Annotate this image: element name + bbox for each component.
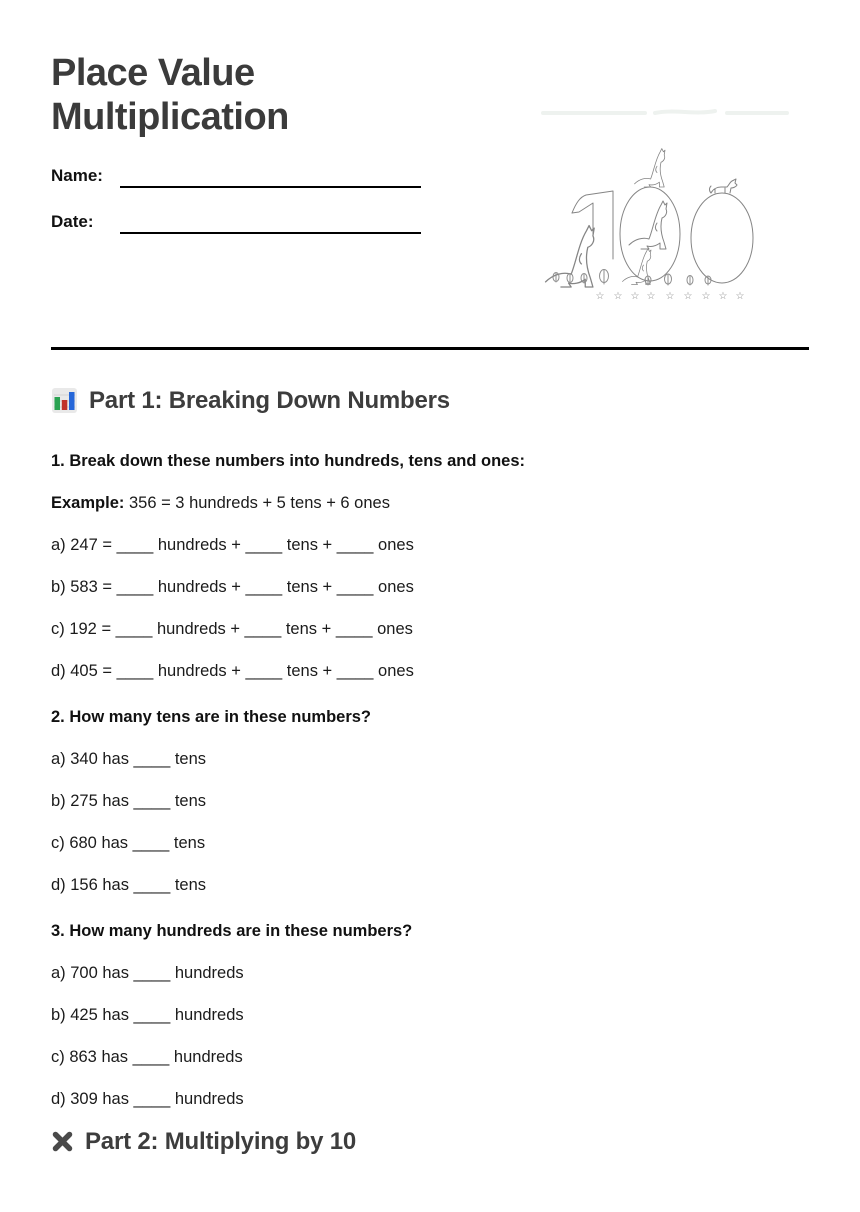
kangaroo-top-icon [635, 149, 665, 187]
faint-scribble [543, 111, 787, 113]
exercise-line: c) 863 has ____ hundreds [51, 1048, 243, 1066]
name-label: Name: [51, 166, 103, 185]
name-field-row [51, 166, 421, 188]
date-label: Date: [51, 212, 94, 231]
numeral-0-first [620, 187, 680, 281]
example-label: Example: [51, 494, 125, 512]
exercise-line: c) 192 = ____ hundreds + ____ tens + ____ ones [51, 620, 413, 638]
part1-heading [51, 386, 809, 415]
q1-prompt: 1. Break down these numbers into hundreds, tens and ones: [51, 452, 525, 470]
exercise-line: d) 156 has ____ tens [51, 876, 207, 894]
multiply-icon [51, 1130, 74, 1153]
page-title: Place Value Multiplication [51, 52, 289, 138]
svg-text:☆: ☆ [735, 291, 745, 302]
exercise-line: b) 275 has ____ tens [51, 792, 207, 810]
exercise-line: d) 309 has ____ hundreds [51, 1090, 244, 1108]
kangaroos-100-doodle-icon [535, 101, 815, 311]
svg-text:☆: ☆ [630, 291, 640, 302]
svg-text:☆: ☆ [646, 291, 656, 302]
svg-text:☆: ☆ [718, 291, 728, 302]
svg-text:☆: ☆ [665, 291, 675, 302]
joey-icon [710, 179, 738, 193]
exercise-line: b) 425 has ____ hundreds [51, 1006, 244, 1024]
svg-text:☆: ☆ [595, 291, 605, 302]
q1-example [51, 494, 809, 513]
date-field-row [51, 212, 421, 234]
exercise-line: c) 680 has ____ tens [51, 834, 206, 852]
section-divider [51, 347, 809, 350]
example-text: 356 = 3 hundreds + 5 tens + 6 ones [128, 494, 390, 512]
svg-text:☆: ☆ [683, 291, 693, 302]
exercise-line: a) 700 has ____ hundreds [51, 964, 244, 982]
q2-prompt: 2. How many tens are in these numbers? [51, 708, 372, 726]
bar-chart-icon [51, 387, 78, 414]
part2-heading [51, 1127, 809, 1156]
name-line [120, 166, 421, 188]
exercise-line: b) 583 = ____ hundreds + ____ tens + ____ ones [51, 578, 414, 596]
date-line [120, 212, 421, 234]
svg-text:☆: ☆ [613, 291, 623, 302]
kangaroo-middle-icon [629, 201, 667, 249]
part2-heading-label: Part 2: Multiplying by 10 [85, 1128, 357, 1155]
worksheet-page [0, 51, 860, 1156]
exercise-line: a) 340 has ____ tens [51, 750, 207, 768]
kangaroo-small-icon [623, 249, 652, 285]
svg-text:☆: ☆ [701, 291, 711, 302]
q3-prompt: 3. How many hundreds are in these numbers? [51, 922, 413, 940]
exercise-line: d) 405 = ____ hundreds + ____ tens + ____ ones [51, 662, 414, 680]
part1-heading-label: Part 1: Breaking Down Numbers [89, 387, 450, 414]
numeral-0-second [691, 193, 753, 283]
stars-row-icon [596, 291, 745, 302]
numeral-1-outline [572, 191, 613, 259]
exercise-line: a) 247 = ____ hundreds + ____ tens + ____ ones [51, 536, 414, 554]
